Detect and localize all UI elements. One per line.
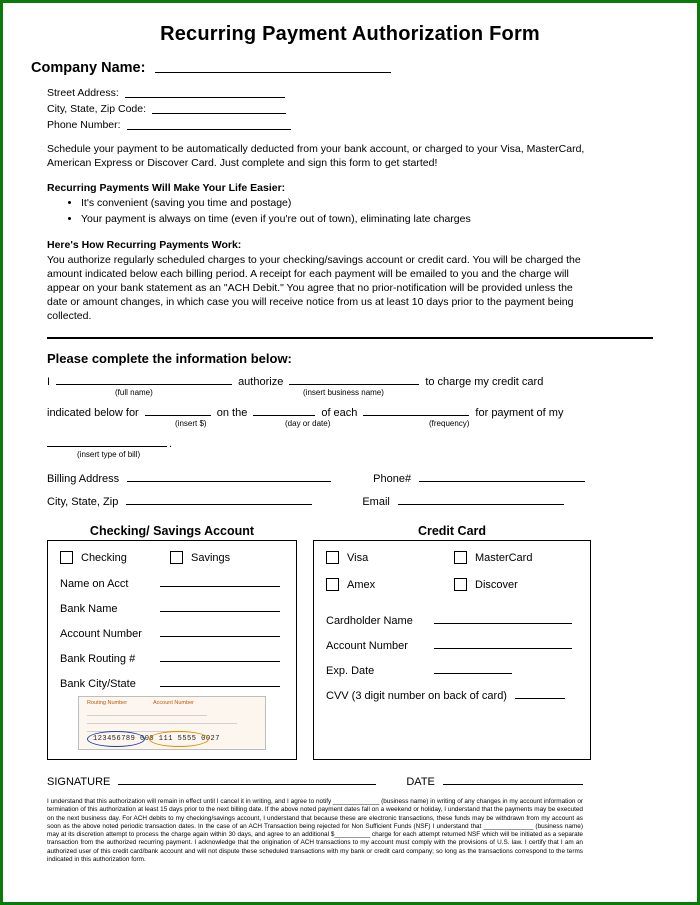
discover-checkbox-row[interactable] bbox=[454, 578, 518, 591]
billing-address-label: Billing Address bbox=[47, 473, 120, 485]
cvv-row bbox=[326, 690, 578, 702]
bank-city-state-row bbox=[60, 678, 284, 690]
page-title: Recurring Payment Authorization Form bbox=[160, 23, 540, 45]
checking-checkbox[interactable] bbox=[60, 551, 73, 564]
exp-date-row bbox=[326, 665, 578, 677]
how-it-works-paragraph: You authorize regularly scheduled charges to your checking/savings account or credit card. You will be charged the amount indicated below each billing period. A receipt for each payment will be emailed to you and the charge will appear on your bank statement as an "ACH Debit." You agree that no prior-notification will be provided unless the date or amount changes, in which case you will receive notice from us at least 10 days prior to the payment being collected. bbox=[47, 254, 581, 322]
on-the-label: on the bbox=[216, 407, 248, 419]
credit-card-header: Credit Card bbox=[417, 524, 487, 538]
name-on-acct-row bbox=[60, 578, 284, 590]
checking-savings-box bbox=[47, 540, 297, 760]
visa-checkbox-row[interactable] bbox=[326, 551, 454, 564]
check-line bbox=[87, 723, 237, 724]
bank-routing-row bbox=[60, 653, 284, 665]
amount-caption: (insert $) bbox=[175, 419, 207, 428]
check-micr-line: 123456789 000 111 5555 0027 bbox=[93, 735, 220, 743]
amex-checkbox-row[interactable] bbox=[326, 578, 454, 591]
authorize-label: authorize bbox=[238, 376, 284, 388]
bill-type-caption: (insert type of bill) bbox=[77, 450, 141, 459]
cardholder-name-input[interactable] bbox=[434, 623, 572, 624]
phone-label: Phone# bbox=[373, 473, 412, 485]
signature-row bbox=[47, 776, 671, 788]
mastercard-checkbox-row[interactable] bbox=[454, 551, 532, 564]
company-address-block bbox=[47, 86, 671, 132]
billing-city-label: City, State, Zip bbox=[47, 496, 119, 508]
checking-savings-header: Checking/ Savings Account bbox=[89, 524, 255, 538]
cardholder-name-label: Cardholder Name bbox=[326, 615, 413, 627]
payment-boxes-header bbox=[47, 524, 671, 538]
benefits-list bbox=[65, 196, 671, 227]
card-type-row-1 bbox=[326, 551, 578, 578]
discover-checkbox[interactable] bbox=[454, 578, 467, 591]
frequency-caption: (frequency) bbox=[429, 419, 470, 428]
bank-name-row bbox=[60, 603, 284, 615]
card-account-number-row bbox=[326, 640, 578, 652]
billing-address-row bbox=[47, 473, 671, 485]
company-name-row bbox=[31, 60, 671, 76]
charge-credit-card-label: to charge my credit card bbox=[425, 376, 544, 388]
of-each-label: of each bbox=[321, 407, 358, 419]
visa-label: Visa bbox=[347, 551, 369, 564]
name-on-acct-label: Name on Acct bbox=[60, 578, 129, 590]
cvv-input[interactable] bbox=[515, 698, 565, 699]
payment-boxes bbox=[47, 540, 671, 760]
signature-input[interactable] bbox=[118, 784, 376, 785]
company-name-label: Company Name: bbox=[31, 60, 146, 76]
city-state-zip-input[interactable] bbox=[152, 113, 286, 114]
list-item: • It's convenient (saving you time and postage) bbox=[81, 196, 671, 211]
list-item: • Your payment is always on time (even if you're out of town), eliminating late charges bbox=[81, 212, 671, 227]
savings-checkbox[interactable] bbox=[170, 551, 183, 564]
full-name-input[interactable] bbox=[56, 384, 232, 385]
street-address-label: Street Address: bbox=[47, 87, 119, 99]
document-body bbox=[3, 3, 697, 902]
day-or-date-input[interactable] bbox=[253, 415, 315, 416]
street-address-input[interactable] bbox=[125, 97, 285, 98]
account-number-highlight bbox=[149, 731, 209, 747]
cardholder-name-row bbox=[326, 615, 578, 627]
account-number-row bbox=[60, 628, 284, 640]
business-name-input[interactable] bbox=[289, 384, 419, 385]
bank-name-label: Bank Name bbox=[60, 603, 118, 615]
account-number-label: Account Number bbox=[60, 628, 142, 640]
bank-city-state-input[interactable] bbox=[160, 686, 280, 687]
i-label: I bbox=[47, 376, 51, 388]
amount-input[interactable] bbox=[145, 415, 211, 416]
account-number-caption: Account Number bbox=[153, 700, 194, 706]
date-label: DATE bbox=[406, 776, 435, 788]
bank-routing-input[interactable] bbox=[160, 661, 280, 662]
bill-type-line bbox=[47, 438, 671, 450]
checking-label: Checking bbox=[81, 551, 127, 564]
phone-input[interactable] bbox=[419, 481, 585, 482]
mastercard-label: MasterCard bbox=[475, 551, 533, 564]
cvv-label: CVV (3 digit number on back of card) bbox=[326, 690, 507, 702]
bank-name-input[interactable] bbox=[160, 611, 280, 612]
street-address-row bbox=[47, 86, 671, 100]
indicated-line bbox=[47, 407, 671, 419]
sample-check-image bbox=[78, 696, 266, 750]
card-type-row-2 bbox=[326, 578, 578, 605]
company-name-input[interactable] bbox=[155, 72, 391, 73]
payment-of-my-label: for payment of my bbox=[475, 407, 564, 419]
bill-type-caption-row bbox=[47, 450, 671, 461]
phone-number-input[interactable] bbox=[127, 129, 291, 130]
frequency-input[interactable] bbox=[363, 415, 469, 416]
business-name-caption: (insert business name) bbox=[303, 388, 384, 397]
period-mark: . bbox=[169, 438, 173, 450]
bank-routing-label: Bank Routing # bbox=[60, 653, 136, 665]
authorization-captions bbox=[47, 388, 671, 399]
checking-checkbox-row[interactable] bbox=[60, 551, 170, 564]
card-account-number-input[interactable] bbox=[434, 648, 572, 649]
savings-checkbox-row[interactable] bbox=[170, 551, 230, 564]
date-input[interactable] bbox=[443, 784, 583, 785]
indicated-prefix-label: indicated below for bbox=[47, 407, 139, 419]
exp-date-input[interactable] bbox=[434, 673, 512, 674]
routing-number-highlight bbox=[87, 731, 145, 747]
section-divider bbox=[47, 337, 653, 339]
full-name-caption: (full name) bbox=[115, 388, 153, 397]
billing-city-row bbox=[47, 496, 671, 508]
billing-address-input[interactable] bbox=[127, 481, 331, 482]
mastercard-checkbox[interactable] bbox=[454, 551, 467, 564]
amex-checkbox[interactable] bbox=[326, 578, 339, 591]
credit-card-box bbox=[313, 540, 591, 760]
phone-number-row bbox=[47, 118, 671, 132]
bank-city-state-label: Bank City/State bbox=[60, 678, 136, 690]
check-line bbox=[87, 715, 207, 716]
billing-city-input[interactable] bbox=[126, 504, 312, 505]
authorization-line bbox=[47, 376, 671, 388]
how-it-works-heading: Here's How Recurring Payments Work: bbox=[47, 239, 242, 251]
account-type-checkboxes bbox=[60, 551, 284, 578]
complete-info-heading: Please complete the information below: bbox=[47, 351, 292, 366]
card-account-number-label: Account Number bbox=[326, 640, 408, 652]
legal-terms-text: I understand that this authorization will remain in effect until I cancel it in writing, and I agree to notify _____________ (business name) in writing of any changes in my account information or termination of this authorization at least 15 days prior to the next billing date. If the above noted payment dates fall on a weekend or holiday, I understand that the payments may be executed on the next business day. For ACH debits to my checking/savings account, I understand that because these are electronic transactions, these funds may be withdrawn from my account as soon as the above noted periodic transaction dates. In the case of an ACH Transaction being rejected for Non Sufficient Funds (NSF) I understand that ______________ (business name) may at its discretion attempt to process the charge again within 30 days, and agree to an additional $__________ charge for each attempt returned NSF which will be initiated as a separate transaction from the authorized recurring payment. I acknowledge that the origination of ACH transactions to my account must comply with the provisions of U.S. law. I certify that I am an authorized user of this credit card/bank account and will not dispute these scheduled transactions with my bank or credit card company; so long as the transactions correspond to the terms indicated in this authorization form. bbox=[47, 798, 583, 864]
phone-number-label: Phone Number: bbox=[47, 119, 121, 131]
discover-label: Discover bbox=[475, 578, 518, 591]
exp-date-label: Exp. Date bbox=[326, 665, 375, 677]
signature-label: SIGNATURE bbox=[47, 776, 111, 788]
intro-paragraph: Schedule your payment to be automatically deducted from your bank account, or charged to your Visa, MasterCard, American Express or Discover Card. Just complete and sign this form to get started! bbox=[47, 143, 585, 169]
day-or-date-caption: (day or date) bbox=[285, 419, 331, 428]
name-on-acct-input[interactable] bbox=[160, 586, 280, 587]
amex-label: Amex bbox=[347, 578, 376, 591]
indicated-captions bbox=[47, 419, 671, 430]
city-state-zip-row bbox=[47, 102, 671, 116]
bill-type-input[interactable] bbox=[47, 446, 167, 447]
savings-label: Savings bbox=[191, 551, 231, 564]
account-number-input[interactable] bbox=[160, 636, 280, 637]
benefits-heading: Recurring Payments Will Make Your Life Easier: bbox=[47, 182, 286, 194]
routing-number-caption: Routing Number bbox=[87, 700, 128, 706]
visa-checkbox[interactable] bbox=[326, 551, 339, 564]
email-label: Email bbox=[362, 496, 390, 508]
city-state-zip-label: City, State, Zip Code: bbox=[47, 103, 147, 115]
email-input[interactable] bbox=[398, 504, 564, 505]
